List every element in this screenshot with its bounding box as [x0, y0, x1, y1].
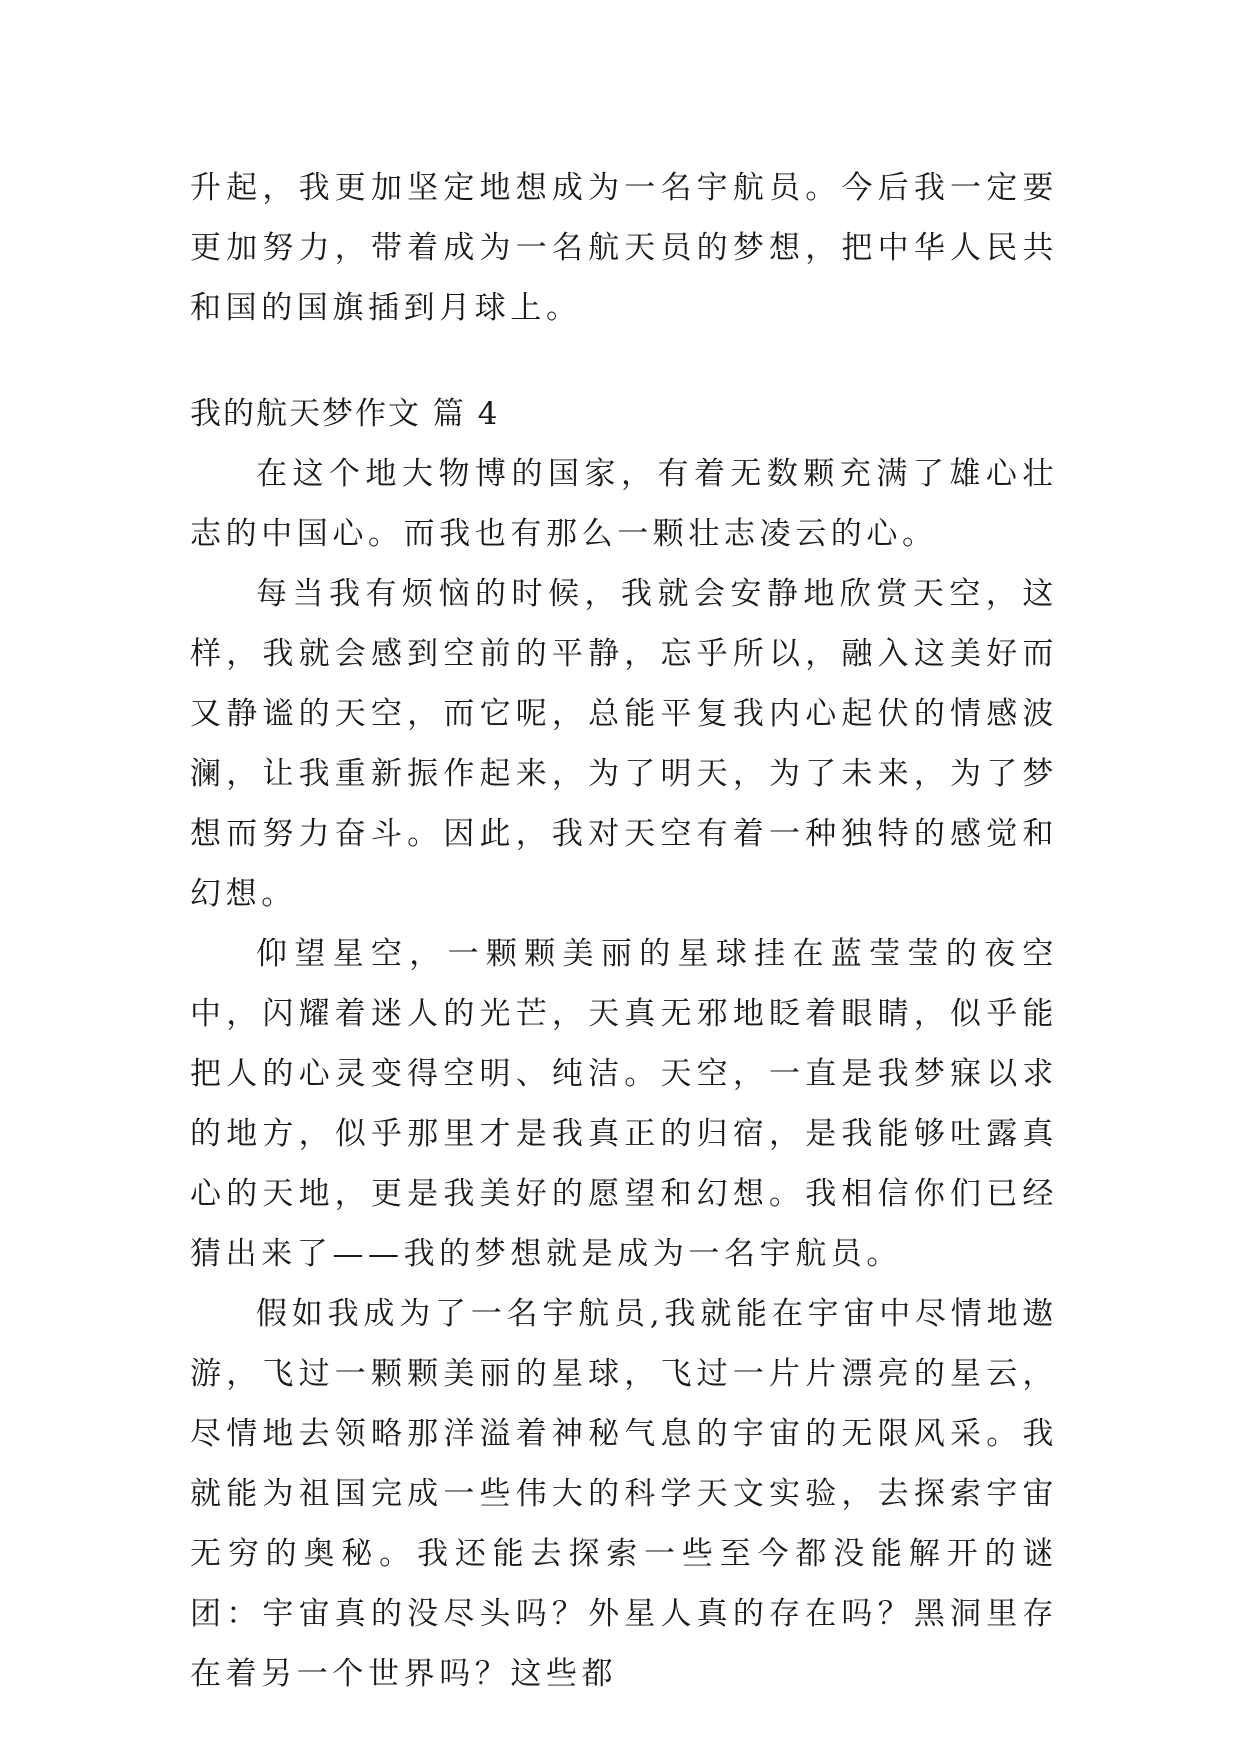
paragraph: 每当我有烦恼的时候，我就会安静地欣赏天空，这样，我就会感到空前的平静，忘乎所以，融入这美好而又静谧的天空，而它呢，总能平复我内心起伏的情感波澜，让我重新振作起来，为了明天，为了未来，为了梦想而努力奋斗。因此，我对天空有着一种独特的感觉和幻想。	[190, 576, 1058, 912]
continuation-paragraph: 升起，我更加坚定地想成为一名宇航员。今后我一定要更加努力，带着成为一名航天员的梦想，把中华人民共和国的国旗插到月球上。	[190, 170, 1058, 326]
essay-section-4	[190, 384, 1058, 1704]
paragraph: 假如我成为了一名宇航员,我就能在宇宙中尽情地遨游，飞过一颗颗美丽的星球，飞过一片片漂亮的星云，尽情地去领略那洋溢着神秘气息的宇宙的无限风采。我就能为祖国完成一些伟大的科学天文实验，去探索宇宙无穷的奥秘。我还能去探索一些至今都没能解开的谜团：宇宙真的没尽头吗？外星人真的存在吗？黑洞里存在着另一个世界吗？这些都	[190, 1296, 1058, 1692]
paragraph: 在这个地大物博的国家，有着无数颗充满了雄心壮志的中国心。而我也有那么一颗壮志凌云的心。	[190, 456, 1058, 552]
continuation-section	[190, 158, 1058, 338]
paragraph: 仰望星空，一颗颗美丽的星球挂在蓝莹莹的夜空中，闪耀着迷人的光芒，天真无邪地眨着眼睛，似乎能把人的心灵变得空明、纯洁。天空，一直是我梦寐以求的地方，似乎那里才是我真正的归宿，是我能够吐露真心的天地，更是我美好的愿望和幻想。我相信你们已经猜出来了——我的梦想就是成为一名宇航员。	[190, 936, 1058, 1272]
section-title: 我的航天梦作文 篇 4	[190, 396, 500, 432]
